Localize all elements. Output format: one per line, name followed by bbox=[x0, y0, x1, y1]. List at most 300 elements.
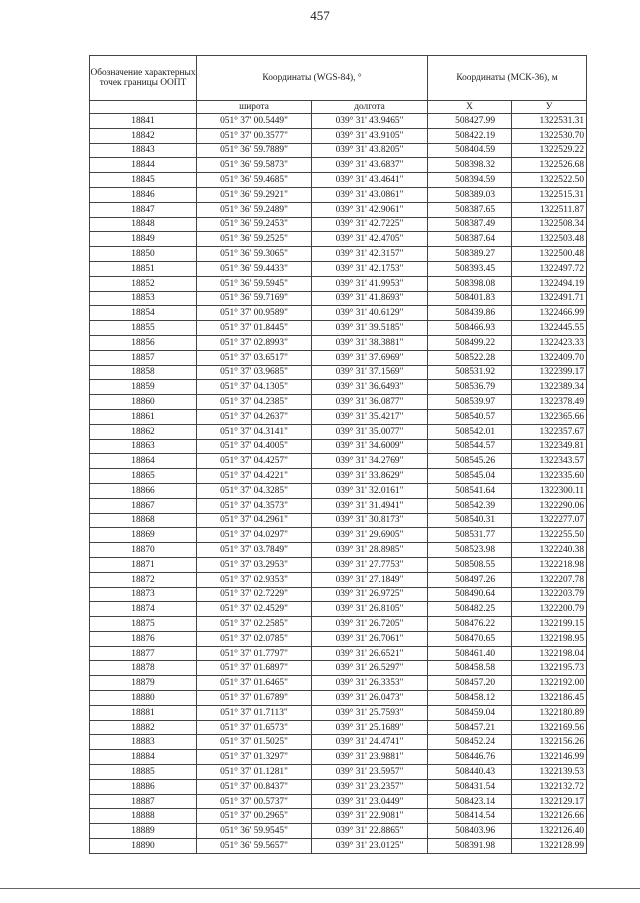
y-cell: 1322203.79 bbox=[512, 587, 587, 602]
point-id-cell: 18865 bbox=[90, 469, 197, 484]
point-id-cell: 18874 bbox=[90, 602, 197, 617]
longitude-cell: 039° 31' 41.9953" bbox=[312, 276, 428, 291]
y-cell: 1322146.99 bbox=[512, 750, 587, 765]
x-cell: 508414.54 bbox=[428, 809, 512, 824]
latitude-cell: 051° 37' 01.6573" bbox=[197, 720, 312, 735]
y-cell: 1322128.99 bbox=[512, 839, 587, 854]
latitude-cell: 051° 37' 01.6465" bbox=[197, 676, 312, 691]
point-id-cell: 18869 bbox=[90, 528, 197, 543]
y-cell: 1322139.53 bbox=[512, 765, 587, 780]
bottom-rule bbox=[0, 888, 640, 889]
y-cell: 1322198.04 bbox=[512, 646, 587, 661]
table-row bbox=[90, 765, 587, 780]
longitude-cell: 039° 31' 26.3353" bbox=[312, 676, 428, 691]
table-row bbox=[90, 572, 587, 587]
longitude-cell: 039° 31' 35.0077" bbox=[312, 424, 428, 439]
point-id-cell: 18886 bbox=[90, 779, 197, 794]
latitude-cell: 051° 37' 03.9685" bbox=[197, 365, 312, 380]
longitude-cell: 039° 31' 29.6905" bbox=[312, 528, 428, 543]
latitude-cell: 051° 36' 59.2453" bbox=[197, 217, 312, 232]
longitude-cell: 039° 31' 43.6837" bbox=[312, 158, 428, 173]
longitude-cell: 039° 31' 23.2357" bbox=[312, 779, 428, 794]
point-id-cell: 18852 bbox=[90, 276, 197, 291]
page-number: 457 bbox=[310, 8, 330, 23]
y-cell: 1322508.34 bbox=[512, 217, 587, 232]
table-row bbox=[90, 691, 587, 706]
point-id-cell: 18870 bbox=[90, 543, 197, 558]
table-row bbox=[90, 557, 587, 572]
longitude-cell: 039° 31' 22.9081" bbox=[312, 809, 428, 824]
x-cell: 508394.59 bbox=[428, 173, 512, 188]
longitude-cell: 039° 31' 37.1569" bbox=[312, 365, 428, 380]
latitude-cell: 051° 37' 04.3573" bbox=[197, 498, 312, 513]
latitude-cell: 051° 37' 01.3297" bbox=[197, 750, 312, 765]
x-cell: 508440.43 bbox=[428, 765, 512, 780]
table-row bbox=[90, 513, 587, 528]
x-cell: 508542.01 bbox=[428, 424, 512, 439]
point-id-cell: 18872 bbox=[90, 572, 197, 587]
point-id-cell: 18858 bbox=[90, 365, 197, 380]
point-id-cell: 18862 bbox=[90, 424, 197, 439]
latitude-cell: 051° 37' 00.3577" bbox=[197, 128, 312, 143]
longitude-cell: 039° 31' 22.8865" bbox=[312, 824, 428, 839]
x-cell: 508540.57 bbox=[428, 409, 512, 424]
y-cell: 1322503.48 bbox=[512, 232, 587, 247]
longitude-cell: 039° 31' 23.0125" bbox=[312, 839, 428, 854]
table-row bbox=[90, 839, 587, 854]
coordinates-table bbox=[89, 55, 587, 854]
x-cell: 508522.28 bbox=[428, 350, 512, 365]
wgs84-group-header: Координаты (WGS-84), ° bbox=[197, 56, 428, 101]
latitude-cell: 051° 37' 01.8445" bbox=[197, 321, 312, 336]
y-cell: 1322399.17 bbox=[512, 365, 587, 380]
point-id-cell: 18887 bbox=[90, 794, 197, 809]
y-cell: 1322335.60 bbox=[512, 469, 587, 484]
y-cell: 1322255.50 bbox=[512, 528, 587, 543]
latitude-cell: 051° 36' 59.4685" bbox=[197, 173, 312, 188]
latitude-cell: 051° 37' 01.5025" bbox=[197, 735, 312, 750]
x-cell: 508389.03 bbox=[428, 187, 512, 202]
y-cell: 1322200.79 bbox=[512, 602, 587, 617]
y-cell: 1322126.40 bbox=[512, 824, 587, 839]
latitude-cell: 051° 37' 02.7229" bbox=[197, 587, 312, 602]
table-row bbox=[90, 587, 587, 602]
y-cell: 1322290.06 bbox=[512, 498, 587, 513]
point-id-cell: 18867 bbox=[90, 498, 197, 513]
longitude-cell: 039° 31' 43.0861" bbox=[312, 187, 428, 202]
table-row bbox=[90, 454, 587, 469]
table-row bbox=[90, 824, 587, 839]
longitude-cell: 039° 31' 40.6129" bbox=[312, 306, 428, 321]
point-id-cell: 18864 bbox=[90, 454, 197, 469]
table-row bbox=[90, 631, 587, 646]
y-cell: 1322192.00 bbox=[512, 676, 587, 691]
x-cell: 508387.64 bbox=[428, 232, 512, 247]
point-id-cell: 18859 bbox=[90, 380, 197, 395]
longitude-cell: 039° 31' 36.6493" bbox=[312, 380, 428, 395]
y-cell: 1322277.07 bbox=[512, 513, 587, 528]
y-cell: 1322522.50 bbox=[512, 173, 587, 188]
x-cell: 508497.26 bbox=[428, 572, 512, 587]
longitude-cell: 039° 31' 37.6969" bbox=[312, 350, 428, 365]
latitude-cell: 051° 37' 04.0297" bbox=[197, 528, 312, 543]
longitude-cell: 039° 31' 43.8205" bbox=[312, 143, 428, 158]
x-cell: 508541.64 bbox=[428, 483, 512, 498]
y-cell: 1322500.48 bbox=[512, 247, 587, 262]
longitude-cell: 039° 31' 31.4941" bbox=[312, 498, 428, 513]
point-id-cell: 18855 bbox=[90, 321, 197, 336]
y-cell: 1322511.87 bbox=[512, 202, 587, 217]
x-cell: 508404.59 bbox=[428, 143, 512, 158]
table-row bbox=[90, 187, 587, 202]
x-cell: 508470.65 bbox=[428, 631, 512, 646]
point-id-cell: 18883 bbox=[90, 735, 197, 750]
latitude-cell: 051° 37' 01.7113" bbox=[197, 705, 312, 720]
y-cell: 1322300.11 bbox=[512, 483, 587, 498]
y-cell: 1322218.98 bbox=[512, 557, 587, 572]
table-row bbox=[90, 291, 587, 306]
latitude-cell: 051° 37' 04.2637" bbox=[197, 409, 312, 424]
point-id-cell: 18853 bbox=[90, 291, 197, 306]
table-row bbox=[90, 543, 587, 558]
longitude-cell: 039° 31' 42.9061" bbox=[312, 202, 428, 217]
point-id-cell: 18849 bbox=[90, 232, 197, 247]
y-header: У bbox=[512, 101, 587, 114]
latitude-cell: 051° 37' 00.5449" bbox=[197, 114, 312, 129]
table-row bbox=[90, 617, 587, 632]
longitude-cell: 039° 31' 35.4217" bbox=[312, 409, 428, 424]
x-cell: 508446.76 bbox=[428, 750, 512, 765]
table-row bbox=[90, 439, 587, 454]
point-id-cell: 18878 bbox=[90, 661, 197, 676]
point-id-cell: 18844 bbox=[90, 158, 197, 173]
y-cell: 1322365.66 bbox=[512, 409, 587, 424]
latitude-cell: 051° 37' 03.7849" bbox=[197, 543, 312, 558]
y-cell: 1322132.72 bbox=[512, 779, 587, 794]
x-cell: 508422.19 bbox=[428, 128, 512, 143]
y-cell: 1322195.73 bbox=[512, 661, 587, 676]
latitude-cell: 051° 37' 04.2385" bbox=[197, 395, 312, 410]
latitude-cell: 051° 37' 04.3141" bbox=[197, 424, 312, 439]
latitude-cell: 051° 37' 01.6789" bbox=[197, 691, 312, 706]
point-id-cell: 18861 bbox=[90, 409, 197, 424]
point-id-cell: 18850 bbox=[90, 247, 197, 262]
table-row bbox=[90, 483, 587, 498]
y-cell: 1322526.68 bbox=[512, 158, 587, 173]
table-body bbox=[90, 114, 587, 854]
longitude-cell: 039° 31' 30.8173" bbox=[312, 513, 428, 528]
x-cell: 508461.40 bbox=[428, 646, 512, 661]
longitude-cell: 039° 31' 32.0161" bbox=[312, 483, 428, 498]
table-row bbox=[90, 424, 587, 439]
point-id-cell: 18871 bbox=[90, 557, 197, 572]
point-id-cell: 18854 bbox=[90, 306, 197, 321]
latitude-cell: 051° 37' 04.4221" bbox=[197, 469, 312, 484]
point-column-header: Обозначение характерных точек границы ООПТ bbox=[90, 56, 197, 101]
longitude-header: долгота bbox=[312, 101, 428, 114]
point-id-cell: 18889 bbox=[90, 824, 197, 839]
table-row bbox=[90, 276, 587, 291]
point-id-cell: 18846 bbox=[90, 187, 197, 202]
point-id-cell: 18866 bbox=[90, 483, 197, 498]
y-cell: 1322389.34 bbox=[512, 380, 587, 395]
latitude-cell: 051° 37' 02.8993" bbox=[197, 335, 312, 350]
x-cell: 508508.55 bbox=[428, 557, 512, 572]
y-cell: 1322126.66 bbox=[512, 809, 587, 824]
latitude-cell: 051° 36' 59.9545" bbox=[197, 824, 312, 839]
x-cell: 508391.98 bbox=[428, 839, 512, 854]
table-row bbox=[90, 306, 587, 321]
point-id-cell: 18884 bbox=[90, 750, 197, 765]
longitude-cell: 039° 31' 26.8105" bbox=[312, 602, 428, 617]
point-id-cell: 18860 bbox=[90, 395, 197, 410]
point-id-cell: 18851 bbox=[90, 261, 197, 276]
x-cell: 508490.64 bbox=[428, 587, 512, 602]
table-row bbox=[90, 409, 587, 424]
table-row bbox=[90, 720, 587, 735]
longitude-cell: 039° 31' 23.9881" bbox=[312, 750, 428, 765]
longitude-cell: 039° 31' 26.9725" bbox=[312, 587, 428, 602]
latitude-cell: 051° 36' 59.3065" bbox=[197, 247, 312, 262]
table-row bbox=[90, 809, 587, 824]
point-id-cell: 18868 bbox=[90, 513, 197, 528]
table-row bbox=[90, 173, 587, 188]
latitude-cell: 051° 36' 59.5873" bbox=[197, 158, 312, 173]
point-id-cell: 18877 bbox=[90, 646, 197, 661]
longitude-cell: 039° 31' 25.7593" bbox=[312, 705, 428, 720]
table-row bbox=[90, 114, 587, 129]
x-cell: 508403.96 bbox=[428, 824, 512, 839]
table-row bbox=[90, 365, 587, 380]
x-cell: 508427.99 bbox=[428, 114, 512, 129]
longitude-cell: 039° 31' 34.6009" bbox=[312, 439, 428, 454]
table-row bbox=[90, 498, 587, 513]
y-cell: 1322357.67 bbox=[512, 424, 587, 439]
latitude-cell: 051° 37' 04.3285" bbox=[197, 483, 312, 498]
y-cell: 1322531.31 bbox=[512, 114, 587, 129]
point-id-cell: 18847 bbox=[90, 202, 197, 217]
longitude-cell: 039° 31' 36.0877" bbox=[312, 395, 428, 410]
y-cell: 1322529.22 bbox=[512, 143, 587, 158]
longitude-cell: 039° 31' 26.7061" bbox=[312, 631, 428, 646]
table-row bbox=[90, 158, 587, 173]
y-cell: 1322169.56 bbox=[512, 720, 587, 735]
x-cell: 508476.22 bbox=[428, 617, 512, 632]
table-row bbox=[90, 350, 587, 365]
latitude-cell: 051° 37' 00.2965" bbox=[197, 809, 312, 824]
x-cell: 508431.54 bbox=[428, 779, 512, 794]
latitude-cell: 051° 37' 02.2585" bbox=[197, 617, 312, 632]
longitude-cell: 039° 31' 26.7205" bbox=[312, 617, 428, 632]
longitude-cell: 039° 31' 42.4705" bbox=[312, 232, 428, 247]
table-row bbox=[90, 528, 587, 543]
y-cell: 1322199.15 bbox=[512, 617, 587, 632]
longitude-cell: 039° 31' 27.1849" bbox=[312, 572, 428, 587]
point-column-subheader bbox=[90, 101, 197, 114]
table-row bbox=[90, 232, 587, 247]
x-cell: 508458.12 bbox=[428, 691, 512, 706]
latitude-cell: 051° 37' 01.7797" bbox=[197, 646, 312, 661]
x-cell: 508531.92 bbox=[428, 365, 512, 380]
latitude-cell: 051° 36' 59.4433" bbox=[197, 261, 312, 276]
point-id-cell: 18843 bbox=[90, 143, 197, 158]
longitude-cell: 039° 31' 26.6521" bbox=[312, 646, 428, 661]
latitude-cell: 051° 37' 03.6517" bbox=[197, 350, 312, 365]
point-id-cell: 18848 bbox=[90, 217, 197, 232]
longitude-cell: 039° 31' 38.3881" bbox=[312, 335, 428, 350]
x-cell: 508482.25 bbox=[428, 602, 512, 617]
longitude-cell: 039° 31' 41.8693" bbox=[312, 291, 428, 306]
latitude-cell: 051° 36' 59.2921" bbox=[197, 187, 312, 202]
table-row bbox=[90, 779, 587, 794]
x-cell: 508398.08 bbox=[428, 276, 512, 291]
x-cell: 508523.98 bbox=[428, 543, 512, 558]
x-header: X bbox=[428, 101, 512, 114]
x-cell: 508545.26 bbox=[428, 454, 512, 469]
longitude-cell: 039° 31' 43.9105" bbox=[312, 128, 428, 143]
table-row bbox=[90, 750, 587, 765]
table-row bbox=[90, 395, 587, 410]
x-cell: 508387.49 bbox=[428, 217, 512, 232]
table-row bbox=[90, 261, 587, 276]
latitude-cell: 051° 37' 02.4529" bbox=[197, 602, 312, 617]
table-row bbox=[90, 676, 587, 691]
y-cell: 1322491.71 bbox=[512, 291, 587, 306]
point-id-cell: 18890 bbox=[90, 839, 197, 854]
x-cell: 508457.20 bbox=[428, 676, 512, 691]
table-row bbox=[90, 469, 587, 484]
latitude-cell: 051° 36' 59.5657" bbox=[197, 839, 312, 854]
latitude-cell: 051° 36' 59.2525" bbox=[197, 232, 312, 247]
latitude-cell: 051° 37' 01.6897" bbox=[197, 661, 312, 676]
point-id-cell: 18888 bbox=[90, 809, 197, 824]
longitude-cell: 039° 31' 42.1753" bbox=[312, 261, 428, 276]
table-row bbox=[90, 735, 587, 750]
point-id-cell: 18842 bbox=[90, 128, 197, 143]
x-cell: 508459.04 bbox=[428, 705, 512, 720]
table-row bbox=[90, 128, 587, 143]
y-cell: 1322129.17 bbox=[512, 794, 587, 809]
y-cell: 1322445.55 bbox=[512, 321, 587, 336]
point-id-cell: 18875 bbox=[90, 617, 197, 632]
longitude-cell: 039° 31' 26.5297" bbox=[312, 661, 428, 676]
longitude-cell: 039° 31' 43.9465" bbox=[312, 114, 428, 129]
table-row bbox=[90, 602, 587, 617]
point-id-cell: 18856 bbox=[90, 335, 197, 350]
table-row bbox=[90, 247, 587, 262]
x-cell: 508389.27 bbox=[428, 247, 512, 262]
latitude-cell: 051° 37' 04.4005" bbox=[197, 439, 312, 454]
longitude-cell: 039° 31' 24.4741" bbox=[312, 735, 428, 750]
x-cell: 508398.32 bbox=[428, 158, 512, 173]
y-cell: 1322240.38 bbox=[512, 543, 587, 558]
y-cell: 1322409.70 bbox=[512, 350, 587, 365]
longitude-cell: 039° 31' 42.7225" bbox=[312, 217, 428, 232]
x-cell: 508536.79 bbox=[428, 380, 512, 395]
table-row bbox=[90, 794, 587, 809]
x-cell: 508499.22 bbox=[428, 335, 512, 350]
msk36-group-header: Координаты (МСК-36), м bbox=[428, 56, 587, 101]
y-cell: 1322207.78 bbox=[512, 572, 587, 587]
y-cell: 1322156.26 bbox=[512, 735, 587, 750]
point-id-cell: 18857 bbox=[90, 350, 197, 365]
latitude-cell: 051° 37' 02.0785" bbox=[197, 631, 312, 646]
longitude-cell: 039° 31' 27.7753" bbox=[312, 557, 428, 572]
y-cell: 1322186.45 bbox=[512, 691, 587, 706]
latitude-cell: 051° 36' 59.7889" bbox=[197, 143, 312, 158]
x-cell: 508457.21 bbox=[428, 720, 512, 735]
latitude-cell: 051° 37' 01.1281" bbox=[197, 765, 312, 780]
point-id-cell: 18845 bbox=[90, 173, 197, 188]
latitude-cell: 051° 37' 04.1305" bbox=[197, 380, 312, 395]
table-row bbox=[90, 335, 587, 350]
longitude-cell: 039° 31' 26.0473" bbox=[312, 691, 428, 706]
y-cell: 1322349.81 bbox=[512, 439, 587, 454]
y-cell: 1322494.19 bbox=[512, 276, 587, 291]
table-row bbox=[90, 143, 587, 158]
longitude-cell: 039° 31' 25.1689" bbox=[312, 720, 428, 735]
y-cell: 1322378.49 bbox=[512, 395, 587, 410]
y-cell: 1322497.72 bbox=[512, 261, 587, 276]
y-cell: 1322180.89 bbox=[512, 705, 587, 720]
latitude-cell: 051° 37' 04.2961" bbox=[197, 513, 312, 528]
point-id-cell: 18882 bbox=[90, 720, 197, 735]
latitude-cell: 051° 36' 59.2489" bbox=[197, 202, 312, 217]
y-cell: 1322530.70 bbox=[512, 128, 587, 143]
x-cell: 508542.39 bbox=[428, 498, 512, 513]
latitude-header: широта bbox=[197, 101, 312, 114]
x-cell: 508544.57 bbox=[428, 439, 512, 454]
y-cell: 1322423.33 bbox=[512, 335, 587, 350]
table-row bbox=[90, 217, 587, 232]
x-cell: 508439.86 bbox=[428, 306, 512, 321]
x-cell: 508401.83 bbox=[428, 291, 512, 306]
point-id-cell: 18880 bbox=[90, 691, 197, 706]
x-cell: 508452.24 bbox=[428, 735, 512, 750]
latitude-cell: 051° 37' 00.5737" bbox=[197, 794, 312, 809]
point-id-cell: 18841 bbox=[90, 114, 197, 129]
x-cell: 508387.65 bbox=[428, 202, 512, 217]
point-id-cell: 18879 bbox=[90, 676, 197, 691]
x-cell: 508393.45 bbox=[428, 261, 512, 276]
x-cell: 508531.77 bbox=[428, 528, 512, 543]
longitude-cell: 039° 31' 43.4641" bbox=[312, 173, 428, 188]
table-row bbox=[90, 321, 587, 336]
latitude-cell: 051° 36' 59.5945" bbox=[197, 276, 312, 291]
y-cell: 1322515.31 bbox=[512, 187, 587, 202]
table-row bbox=[90, 705, 587, 720]
longitude-cell: 039° 31' 42.3157" bbox=[312, 247, 428, 262]
point-id-cell: 18885 bbox=[90, 765, 197, 780]
longitude-cell: 039° 31' 28.8985" bbox=[312, 543, 428, 558]
x-cell: 508540.31 bbox=[428, 513, 512, 528]
table-row bbox=[90, 661, 587, 676]
y-cell: 1322198.95 bbox=[512, 631, 587, 646]
longitude-cell: 039° 31' 34.2769" bbox=[312, 454, 428, 469]
point-id-cell: 18863 bbox=[90, 439, 197, 454]
longitude-cell: 039° 31' 33.8629" bbox=[312, 469, 428, 484]
table-row bbox=[90, 646, 587, 661]
x-cell: 508458.58 bbox=[428, 661, 512, 676]
table-row bbox=[90, 202, 587, 217]
longitude-cell: 039° 31' 39.5185" bbox=[312, 321, 428, 336]
x-cell: 508545.04 bbox=[428, 469, 512, 484]
point-id-cell: 18873 bbox=[90, 587, 197, 602]
latitude-cell: 051° 37' 04.4257" bbox=[197, 454, 312, 469]
y-cell: 1322466.99 bbox=[512, 306, 587, 321]
point-id-cell: 18876 bbox=[90, 631, 197, 646]
latitude-cell: 051° 37' 00.8437" bbox=[197, 779, 312, 794]
